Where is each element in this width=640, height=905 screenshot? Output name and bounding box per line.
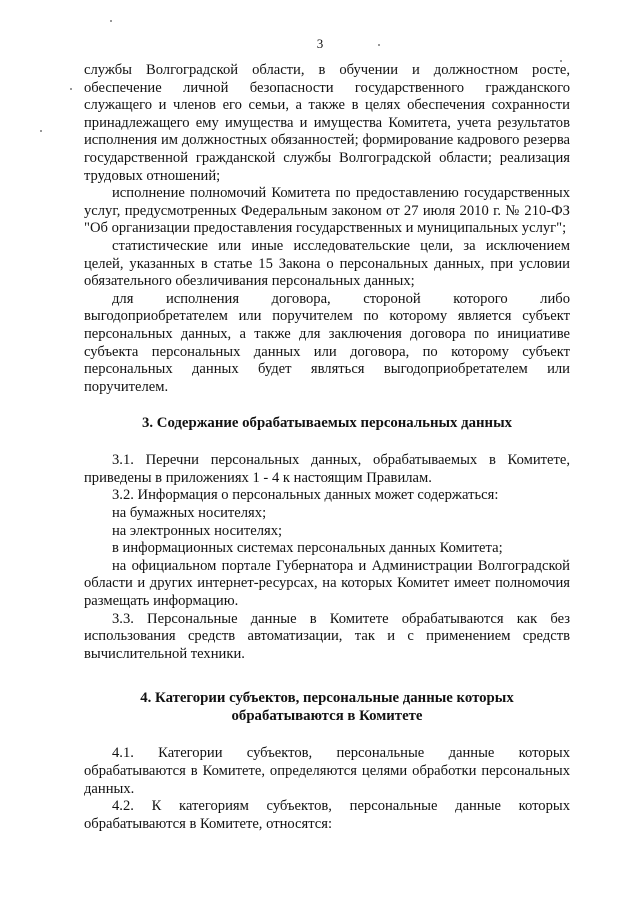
section-heading-line: обрабатываются в Комитете (231, 708, 423, 725)
list-item: на электронных носителях; (112, 522, 283, 539)
list-item: на бумажных носителях; (112, 505, 267, 522)
paragraph: статистические или иные исследовательские цели, за исключением целей, указанных в статье 15 Закона о персональных данных, при условии обязательного обезличивания персональных данных; (84, 237, 570, 290)
list-item: в информационных системах персональных данных Комитета; (112, 540, 503, 557)
paragraph: службы Волгоградской области, в обучении и должностном росте, обеспечение личной безопасности государственного гражданского служащего и членов его семьи, а также в целях обеспечения сохранности принадлежащего ему имущества и имущества Комитета, учета результатов исполнения им должностных обязанностей; формирование кадрового резерва государственной гражданской службы Волгоградской области; реализация трудовых отношений; (84, 62, 570, 184)
document-body (84, 62, 570, 833)
paragraph: исполнение полномочий Комитета по предоставлению государственных услуг, предусмотренных Федеральным законом от 27 июля 2010 г. № 210-ФЗ "Об организации предоставления государственных и муниципальных услуг"; (84, 185, 570, 237)
list-item: на официальном портале Губернатора и Администрации Волгоградской области и других интернет-ресурсах, на которых Комитет имеет полномочия размещать информацию. (84, 557, 570, 610)
section-heading: 3. Содержание обрабатываемых персональных данных (141, 415, 513, 432)
scan-speck (70, 88, 72, 90)
paragraph: 4.1. Категории субъектов, персональные данные которых обрабатываются в Комитете, определяются целями обработки персональных данных. (84, 745, 570, 797)
page-number: 3 (316, 36, 324, 51)
paragraph: 3.1. Перечни персональных данных, обрабатываемых в Комитете, приведены в приложениях 1 - 4 к настоящим Правилам. (84, 452, 570, 486)
paragraph: 3.3. Персональные данные в Комитете обрабатываются как без использования средств автоматизации, так и с применением средств вычислительной техники. (84, 610, 570, 662)
scan-speck (40, 130, 42, 132)
paragraph: для исполнения договора, стороной которого либо выгодоприобретателем или поручителем по которому является субъект персональных данных, а также для заключения договора по инициативе субъекта персональных данных или договора, по которому субъект персональных данных будет являться выгодоприобретателем или поручителем. (84, 290, 570, 395)
scan-speck (378, 44, 380, 46)
section-heading-line: 4. Категории субъектов, персональные данные которых (140, 690, 514, 707)
paragraph: 3.2. Информация о персональных данных может содержаться: (112, 487, 499, 504)
scan-speck (110, 20, 112, 22)
section-heading (84, 689, 570, 725)
paragraph: 4.2. К категориям субъектов, персональные данные которых обрабатываются в Комитете, относятся: (84, 798, 570, 832)
